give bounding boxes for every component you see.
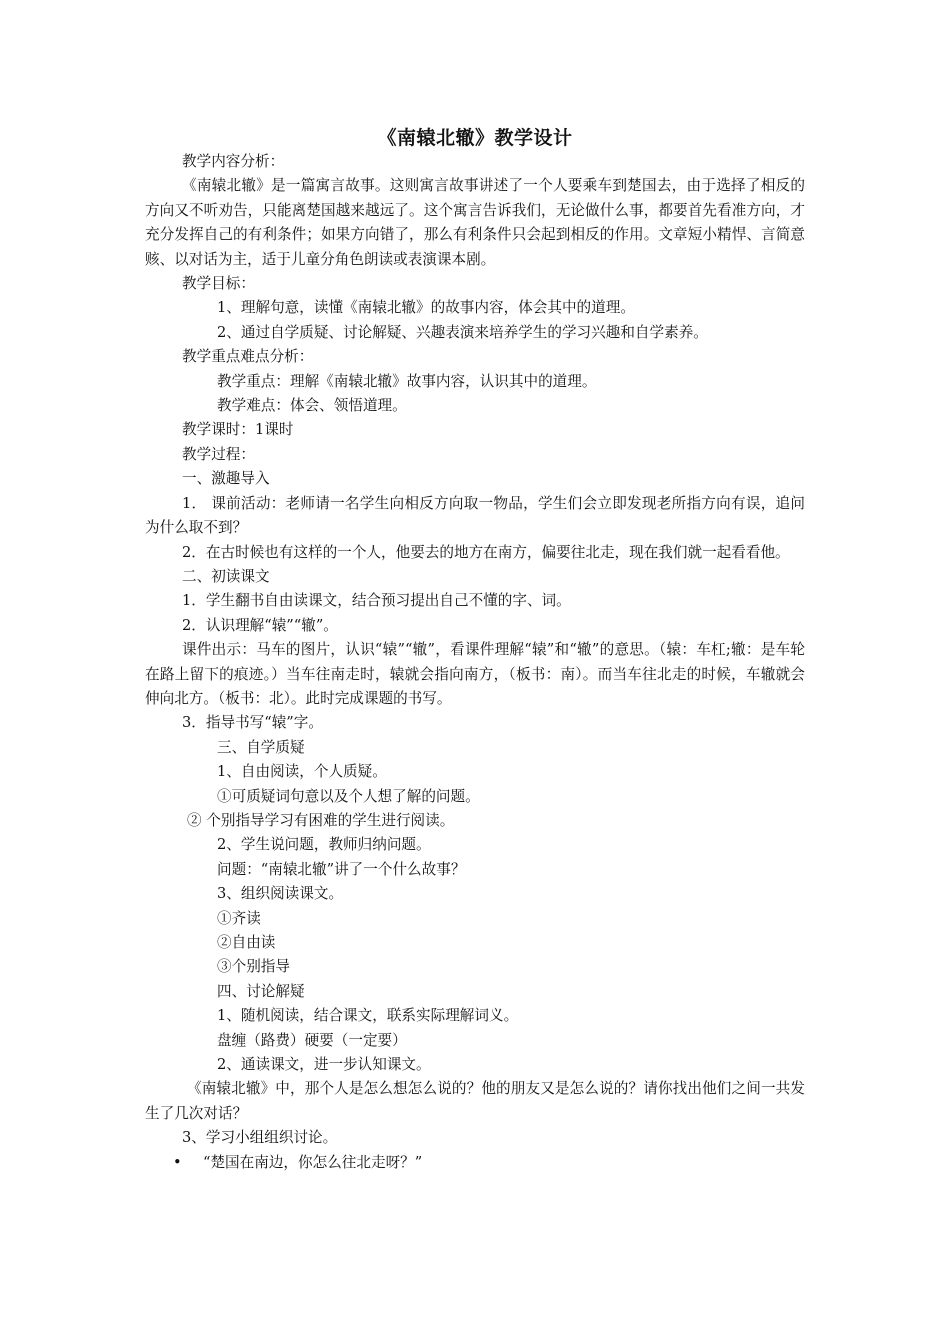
document-body [145,150,805,1175]
bullet-item [145,1151,805,1175]
list-item: 1、自由阅读，个人质疑。 [217,763,387,781]
list-item: 问题：“南辕北辙”讲了一个什么故事？ [217,860,466,878]
subsection-heading: 二、初读课文 [182,567,270,585]
paragraph: 2．认识理解“辕”“辙”。 [182,616,338,634]
bullet-text: “楚国在南边，你怎么往北走呀？” [203,1153,423,1171]
list-item: 3、学习小组组织讨论。 [182,1129,338,1147]
paragraph: 3．指导书写“辕”字。 [182,714,323,732]
section-heading: 教学目标： [182,275,255,293]
paragraph: 《南辕北辙》中，那个人是怎么想怎么说的？他的朋友又是怎么说的？请你找出他们之间一共发生了几次对话？ [145,1080,805,1122]
section-heading: 教学过程： [182,445,255,463]
list-item: ③个别指导 [217,958,290,976]
section-heading: 教学课时：1课时 [182,421,294,439]
paragraph: 2．在古时候也有这样的一个人，他要去的地方在南方，偏要往北走，现在我们就一起看看他。 [182,543,790,561]
bullet-icon: • [173,1153,182,1171]
paragraph: 课件出示：马车的图片，认识“辕”“辙”，看课件理解“辕”和“辙”的意思。（辕：车杠;辙：是车轮在路上留下的痕迹。）当车往南走时，辕就会指向南方，（板书：南）。而当车往北走的时候，车辙就会伸向北方。（板书：北）。此时完成课题的书写。 [145,641,805,707]
list-item: 教学难点：体会、领悟道理。 [217,397,407,415]
list-item: 1、理解句意，读懂《南辕北辙》的故事内容，体会其中的道理。 [217,299,635,317]
subsection-heading: 三、自学质疑 [217,738,305,756]
list-item: ①齐读 [217,909,261,927]
list-item: 3、组织阅读课文。 [217,885,344,903]
subsection-heading: 一、激趣导入 [182,470,270,488]
list-item: ② 个别指导学习有困难的学生进行阅读。 [187,811,455,829]
paragraph: 1． 课前活动：老师请一名学生向相反方向取一物品，学生们会立即发现老所指方向有误，追问为什么取不到？ [145,494,805,537]
list-item: 2、通读课文，进一步认知课文。 [217,1056,431,1074]
list-item: 2、通过自学质疑、讨论解疑、兴趣表演来培养学生的学习兴趣和自学素养。 [217,323,708,341]
section-heading: 教学内容分析： [182,153,285,170]
document-title: 《南辕北辙》教学设计 [377,127,573,149]
list-item: 盘缠（路费）硬要（一定要） [217,1031,407,1049]
section-heading: 教学重点难点分析： [182,348,314,366]
list-item: 2、学生说问题，教师归纳问题。 [217,836,431,854]
paragraph: 《南辕北辙》是一篇寓言故事。这则寓言故事讲述了一个人要乘车到楚国去，由于选择了相反的方向又不听劝告，只能离楚国越来越远了。这个寓言告诉我们，无论做什么事，都要首先看准方向，才充分发挥自己的有利条件；如果方向错了，那么有利条件只会起到相反的作用。文章短小精悍、言简意赅、以对话为主，适于儿童分角色朗读或表演课本剧。 [145,177,805,268]
list-item: 教学重点：理解《南辕北辙》故事内容，认识其中的道理。 [217,372,597,390]
paragraph: 1．学生翻书自由读课文，结合预习提出自己不懂的字、词。 [182,592,571,610]
list-item: 1、随机阅读，结合课文，联系实际理解词义。 [217,1007,519,1025]
subsection-heading: 四、讨论解疑 [217,982,305,1000]
list-item: ①可质疑词句意以及个人想了解的问题。 [217,787,480,805]
list-item: ②自由读 [217,934,276,951]
